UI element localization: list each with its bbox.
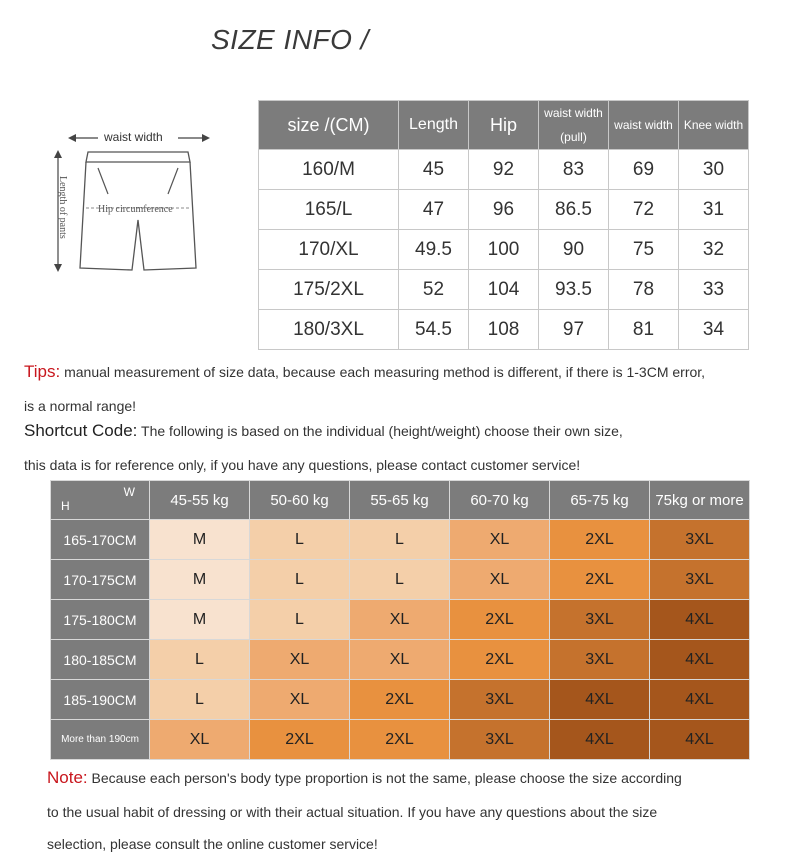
size-cell: 180/3XL — [259, 310, 399, 350]
size-cell: 175/2XL — [259, 270, 399, 310]
recommended-size-cell: 3XL — [550, 640, 650, 680]
recommended-size-cell: 2XL — [450, 600, 550, 640]
measurement-cell: 47 — [399, 190, 469, 230]
recommended-size-cell: M — [150, 560, 250, 600]
recommended-size-cell: XL — [150, 720, 250, 760]
table-row — [259, 150, 749, 190]
recommended-size-cell: XL — [450, 560, 550, 600]
recommended-size-cell: XL — [250, 640, 350, 680]
recommended-size-cell: 2XL — [550, 560, 650, 600]
measurement-cell: 34 — [679, 310, 749, 350]
note-line-2: to the usual habit of dressing or with their actual situation. If you have any questions about the size — [47, 804, 658, 820]
recommended-size-cell: 4XL — [650, 680, 750, 720]
recommended-size-cell: 2XL — [450, 640, 550, 680]
recommended-size-cell: L — [350, 520, 450, 560]
measurement-cell: 96 — [469, 190, 539, 230]
size-cell: 170/XL — [259, 230, 399, 270]
page-title: SIZE INFO / — [211, 24, 369, 55]
measurement-cell: 45 — [399, 150, 469, 190]
shortcut-paragraph — [24, 421, 623, 441]
size-table — [258, 100, 749, 350]
waist-width-label: waist width — [104, 130, 163, 144]
size-table-header — [259, 101, 749, 150]
measurement-cell: 54.5 — [399, 310, 469, 350]
weight-column: 55-65 kg — [350, 481, 450, 520]
table-row — [259, 310, 749, 350]
recommended-size-cell: M — [150, 520, 250, 560]
measurement-cell: 32 — [679, 230, 749, 270]
table-row — [259, 190, 749, 230]
height-range-cell: 175-180CM — [51, 600, 150, 640]
measurement-cell: 30 — [679, 150, 749, 190]
recommended-size-cell: 3XL — [650, 520, 750, 560]
measurement-cell: 78 — [609, 270, 679, 310]
recommended-size-cell: 2XL — [250, 720, 350, 760]
header-length: Length — [399, 101, 469, 150]
height-range-cell: More than 190cm — [51, 720, 150, 760]
measurement-cell: 108 — [469, 310, 539, 350]
recommended-size-cell: L — [150, 680, 250, 720]
measurement-cell: 97 — [539, 310, 609, 350]
measurement-cell: 75 — [609, 230, 679, 270]
tips-line-1: manual measurement of size data, because each measuring method is different, if there is 1-3CM error, — [64, 364, 706, 380]
recommended-size-cell: 3XL — [450, 720, 550, 760]
tips-line-2: is a normal range! — [24, 398, 137, 414]
table-row — [51, 520, 750, 560]
measurement-cell: 69 — [609, 150, 679, 190]
measurement-cell: 83 — [539, 150, 609, 190]
measurement-cell: 104 — [469, 270, 539, 310]
pants-diagram — [40, 128, 220, 278]
measurement-cell: 92 — [469, 150, 539, 190]
measurement-cell: 86.5 — [539, 190, 609, 230]
recommended-size-cell: XL — [250, 680, 350, 720]
corner-cell — [51, 481, 150, 520]
recommended-size-cell: 3XL — [450, 680, 550, 720]
weight-axis-label: W — [123, 485, 135, 499]
tips-label: Tips: — [24, 362, 61, 381]
measurement-cell: 81 — [609, 310, 679, 350]
height-range-cell: 165-170CM — [51, 520, 150, 560]
recommended-size-cell: L — [250, 600, 350, 640]
note-line-1: Because each person's body type proportion is not the same, please choose the size according — [91, 770, 682, 786]
height-range-cell: 170-175CM — [51, 560, 150, 600]
hip-circumference-label: Hip circumference — [98, 204, 173, 215]
shortcut-table-header — [51, 481, 750, 520]
recommended-size-cell: 2XL — [350, 720, 450, 760]
table-row — [259, 230, 749, 270]
note-line-3: selection, please consult the online customer service! — [47, 836, 378, 852]
recommended-size-cell: 4XL — [650, 640, 750, 680]
note-label: Note: — [47, 768, 88, 787]
header-waist: waist width — [609, 101, 679, 150]
table-row — [51, 640, 750, 680]
recommended-size-cell: XL — [350, 640, 450, 680]
header-waist-pull: waist width (pull) — [539, 101, 609, 150]
weight-column: 60-70 kg — [450, 481, 550, 520]
size-cell: 165/L — [259, 190, 399, 230]
header-hip: Hip — [469, 101, 539, 150]
measurement-cell: 93.5 — [539, 270, 609, 310]
table-row — [51, 720, 750, 760]
recommended-size-cell: 3XL — [550, 600, 650, 640]
size-cell: 160/M — [259, 150, 399, 190]
header-size: size /(CM) — [259, 101, 399, 150]
measurement-cell: 49.5 — [399, 230, 469, 270]
height-range-cell: 185-190CM — [51, 680, 150, 720]
recommended-size-cell: M — [150, 600, 250, 640]
recommended-size-cell: 4XL — [550, 680, 650, 720]
table-row — [51, 680, 750, 720]
measurement-cell: 100 — [469, 230, 539, 270]
shortcut-label: Shortcut Code: — [24, 421, 138, 440]
height-range-cell: 180-185CM — [51, 640, 150, 680]
shortcut-size-table — [50, 480, 750, 760]
recommended-size-cell: L — [250, 560, 350, 600]
tips-paragraph — [24, 362, 705, 382]
recommended-size-cell: 4XL — [650, 600, 750, 640]
measurement-cell: 90 — [539, 230, 609, 270]
recommended-size-cell: 2XL — [550, 520, 650, 560]
table-row — [51, 600, 750, 640]
measurement-cell: 52 — [399, 270, 469, 310]
height-axis-label: H — [61, 499, 70, 513]
recommended-size-cell: L — [350, 560, 450, 600]
weight-column: 50-60 kg — [250, 481, 350, 520]
recommended-size-cell: 3XL — [650, 560, 750, 600]
shortcut-line-2: this data is for reference only, if you have any questions, please contact customer service! — [24, 457, 581, 473]
measurement-cell: 31 — [679, 190, 749, 230]
table-row — [51, 560, 750, 600]
note-paragraph — [47, 768, 682, 788]
recommended-size-cell: XL — [450, 520, 550, 560]
measurement-cell: 72 — [609, 190, 679, 230]
recommended-size-cell: XL — [350, 600, 450, 640]
recommended-size-cell: L — [150, 640, 250, 680]
shortcut-line-1: The following is based on the individual (height/weight) choose their own size, — [141, 423, 623, 439]
recommended-size-cell: 4XL — [650, 720, 750, 760]
weight-column: 65-75 kg — [550, 481, 650, 520]
recommended-size-cell: 2XL — [350, 680, 450, 720]
table-row — [259, 270, 749, 310]
pants-length-label: Length of pants — [57, 176, 68, 239]
recommended-size-cell: L — [250, 520, 350, 560]
measurement-cell: 33 — [679, 270, 749, 310]
recommended-size-cell: 4XL — [550, 720, 650, 760]
weight-column: 75kg or more — [650, 481, 750, 520]
weight-column: 45-55 kg — [150, 481, 250, 520]
header-knee: Knee width — [679, 101, 749, 150]
